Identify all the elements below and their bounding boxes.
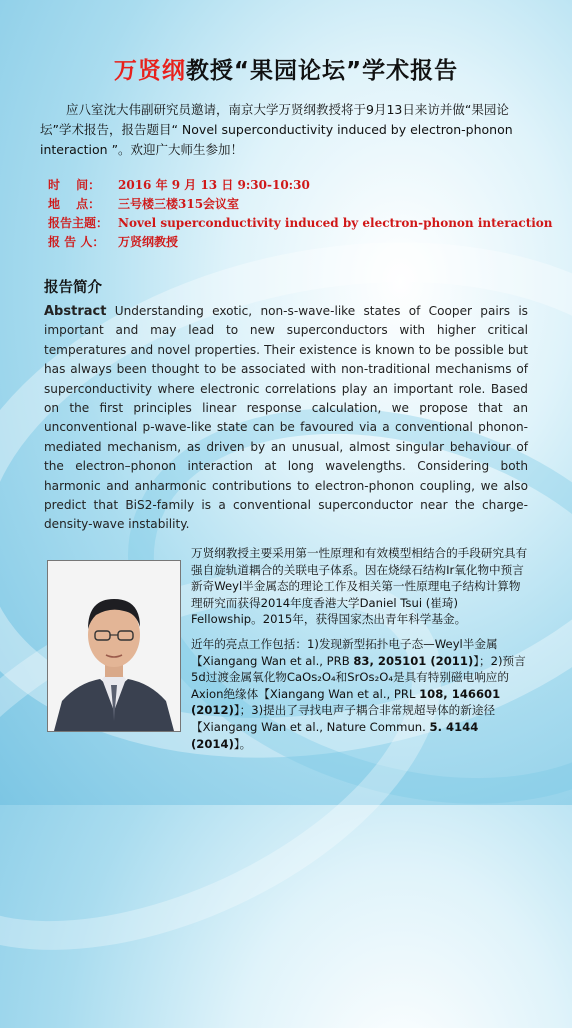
abstract-text: Understanding exotic, non-s-wave-like states of Cooper pairs is important and may lead to new superconductors with higher critical temperatures and novel properties. Their existence is known to be possible but has always been thought to be associated with non-traditional mechanisms of superconductivity where electronic correlations play an important role. Based on the first principles linear response calculation, we propose that an unconventional p-wave-like state can be favoured via a conventional phonon-mediated mechanism, as driven by an unusual, almost singular behaviour of the electron–phonon interaction at long wavelengths. Considering both harmonic and anharmonic contributions to electron-phonon coupling, we also predict that BiS2-family is a conventional superconductor near the charge-density-wave instability. [44, 304, 528, 532]
info-row-time [48, 176, 553, 195]
bio-text: 】。 [233, 736, 252, 751]
section-title: 报告简介 [44, 280, 102, 296]
title-name: 万贤纲 [113, 58, 186, 84]
bio-citation: 83, 205101 (2011) [353, 653, 474, 668]
info-value: Novel superconductivity induced by electron-phonon interaction [118, 216, 553, 230]
bio-citation: 108, 146601 (2012) [191, 686, 501, 718]
info-row-place [48, 195, 553, 214]
bio-paragraph-1: 万贤纲教授主要采用第一性原理和有效模型相结合的手段研究具有强自旋轨道耦合的关联电子体系。因在烧绿石结构Ir氧化物中预言新奇Weyl半金属态的理论工作及相关第一性原理电子结构计算物理研究而获得2014年度香港大学Daniel Tsui (崔琦) Fellowship。2015年，获得国家杰出青年科学基金。 [191, 546, 528, 627]
info-key: 报告主题： [48, 216, 109, 230]
poster-title [0, 52, 572, 85]
info-key: 地 点： [48, 197, 101, 211]
portrait-image [48, 561, 180, 731]
info-value: 2016 年 9 月 13 日 9:30-10:30 [118, 178, 310, 192]
intro-paragraph: 应八室沈大伟副研究员邀请，南京大学万贤纲教授将于9月13日来访并做“果园论坛”学术报告，报告题目“ Novel superconductivity induced by electron-phonon interaction ”。欢迎广大师生参加！ [40, 102, 513, 157]
info-value: 三号楼三楼315会议室 [118, 197, 240, 211]
info-row-speaker [48, 233, 553, 252]
info-key: 报 告 人： [48, 235, 105, 249]
speaker-bio [191, 545, 531, 760]
bio-paragraph-2 [191, 636, 531, 752]
bio-text: 】；2)预言5d过渡金属氧化物CaOs₂O₄和SrOs₂O₄是具有特别磁电响应的Axion绝缘体【Xiangang Wan et al., PRL [191, 653, 526, 701]
abstract-paragraph [44, 302, 528, 535]
event-info [48, 176, 553, 252]
info-value: 万贤纲教授 [118, 235, 179, 249]
title-rest: 教授“果园论坛”学术报告 [185, 58, 459, 84]
abstract-label: Abstract [44, 304, 107, 319]
speaker-photo [47, 560, 181, 732]
info-key: 时 间： [48, 178, 101, 192]
bio-text: 】；3)提出了寻找电声子耦合非常规超导体的新途径【Xiangang Wan et al., Nature Commun. [191, 703, 496, 734]
info-row-topic [48, 214, 553, 233]
bio-citation: 5. 4144 (2014) [191, 719, 479, 751]
bio-text: 近年的亮点工作包括：1)发现新型拓扑电子态—Weyl半金属【Xiangang Wan et al., PRB [191, 636, 498, 668]
